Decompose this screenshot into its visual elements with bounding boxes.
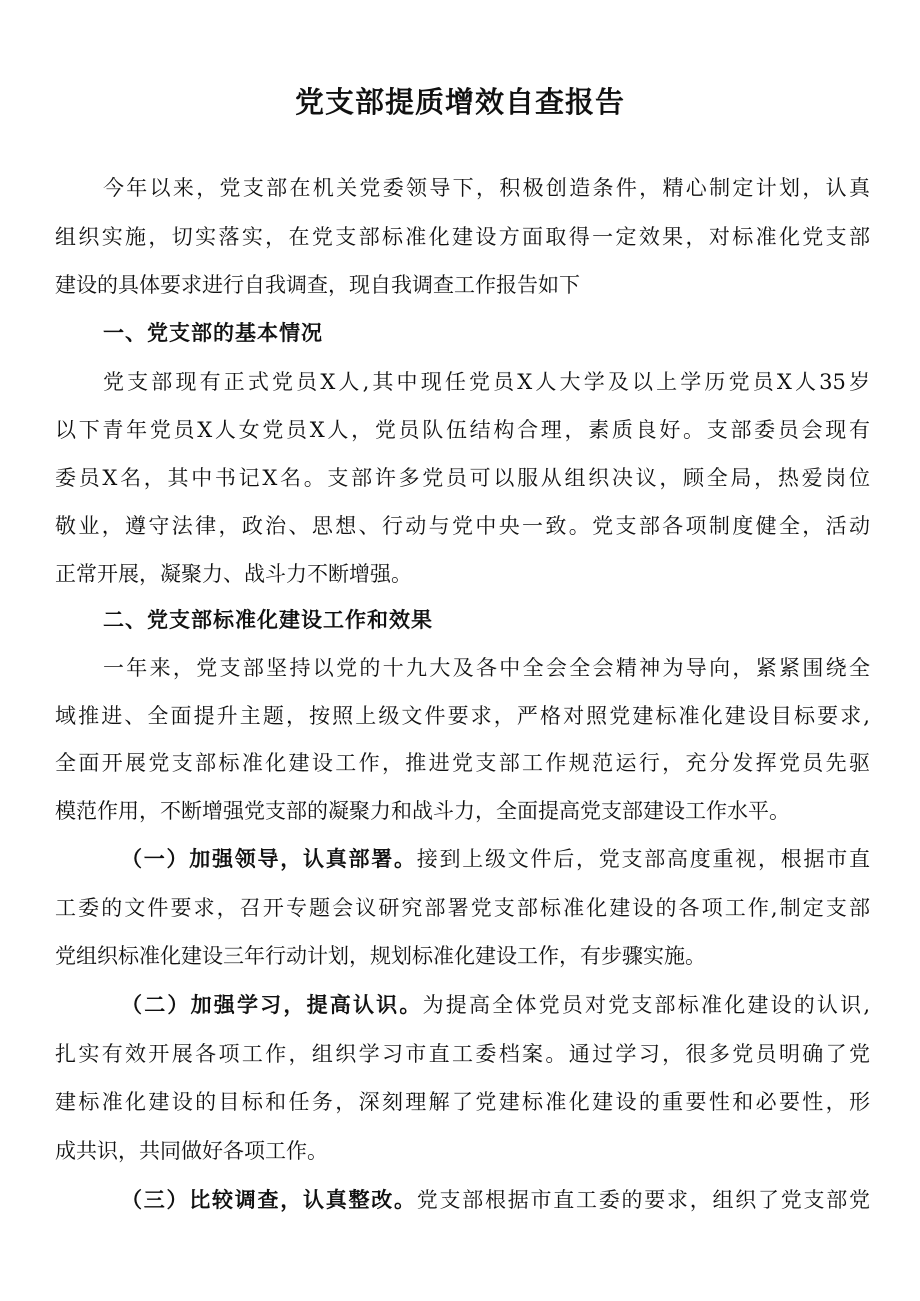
item3-lead: （三）比较调查，认真整改。 <box>121 1188 417 1212</box>
section2-line-2: 域推进、全面提升主题，按照上级文件要求，严格对照党建标准化建设目标要求, <box>55 704 870 728</box>
section1-heading: 一、党支部的基本情况 <box>103 321 323 345</box>
item2-line-3: 建标准化建设的目标和任务，深刻理解了党建标准化建设的重要性和必要性，形 <box>55 1090 870 1114</box>
item3-first-line <box>121 1183 870 1217</box>
item2-lead: （二）加强学习，提高认识。 <box>121 993 423 1017</box>
section1-line-2: 以下青年党员X人女党员X人，党员队伍结构合理，素质良好。支部委员会现有 <box>55 418 870 442</box>
item1-first-text: 接到上级文件后，党支部高度重视，根据市直 <box>416 847 870 871</box>
section2-heading: 二、党支部标准化建设工作和效果 <box>103 608 433 632</box>
item1-first-line <box>121 842 870 876</box>
section2-line-1: 一年来，党支部坚持以党的十九大及各中全会全会精神为导向，紧紧围绕全 <box>103 656 870 680</box>
section1-line-1: 党支部现有正式党员X人,其中现任党员X人大学及以上学历党员X人35岁 <box>103 370 870 394</box>
page-title: 党支部提质增效自查报告 <box>294 85 625 119</box>
item2-first-text: 为提高全体党员对党支部标准化建设的认识, <box>422 993 870 1017</box>
item2-first-line <box>121 988 870 1022</box>
item3-first-text: 党支部根据市直工委的要求，组织了党支部党 <box>416 1188 870 1212</box>
intro-line-2: 组织实施，切实落实，在党支部标准化建设方面取得一定效果，对标准化党支部 <box>55 225 870 249</box>
item2-line-2: 扎实有效开展各项工作，组织学习市直工委档案。通过学习，很多党员明确了党 <box>55 1042 870 1066</box>
intro-line-3: 建设的具体要求进行自我调查，现自我调查工作报告如下 <box>55 273 580 297</box>
item1-lead: （一）加强领导，认真部署。 <box>121 847 417 871</box>
intro-line-1: 今年以来，党支部在机关党委领导下，积极创造条件，精心制定计划，认真 <box>103 176 870 200</box>
section2-line-4: 模范作用，不断增强党支部的凝聚力和战斗力，全面提高党支部建设工作水平。 <box>55 799 790 823</box>
item2-line-4: 成共识，共同做好各项工作。 <box>55 1139 328 1163</box>
item1-line-2: 工委的文件要求，召开专题会议研究部署党支部标准化建设的各项工作,制定支部 <box>55 896 870 920</box>
item1-line-3: 党组织标准化建设三年行动计划，规划标准化建设工作，有步骤实施。 <box>55 944 706 968</box>
section1-line-4: 敬业，遵守法律，政治、思想、行动与党中央一致。党支部各项制度健全，活动 <box>55 514 870 538</box>
section2-line-3: 全面开展党支部标准化建设工作，推进党支部工作规范运行，充分发挥党员先驱 <box>55 751 870 775</box>
section1-line-3: 委员X名，其中书记X名。支部许多党员可以服从组织决议，顾全局，热爱岗位 <box>55 466 870 490</box>
section1-line-5: 正常开展，凝聚力、战斗力不断增强。 <box>55 562 412 586</box>
